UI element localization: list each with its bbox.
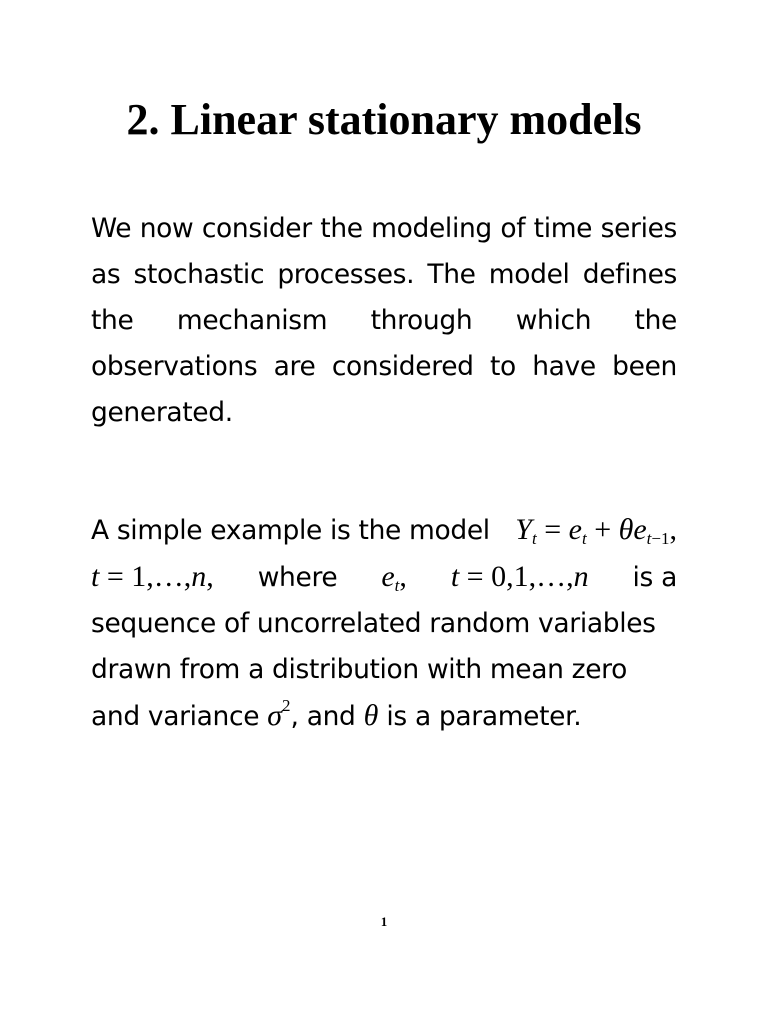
paragraph-intro: We now consider the modeling of time series as stochastic processes. The model defines the mechanism through which the observations are considered to have been generated. [91,213,677,428]
model-equation: $Y_t = e_t + \theta e_{t-1}$, [515,513,677,548]
error-index-range: t = 0,1,…,n [450,560,589,593]
is-a-text: is a [632,562,677,593]
example-line-5 [91,693,677,740]
paragraph-example [91,507,677,740]
index-range: t = 1,…,n, [91,560,214,593]
example-line-1 [91,507,677,554]
example-line-3: sequence of uncorrelated random variables [91,608,656,639]
error-term: $e_t$, [381,560,407,595]
example-intro-text: A simple example is the model [91,515,490,546]
page-title: 2. Linear stationary models [126,95,642,144]
example-line-4: drawn from a distribution with mean zero [91,654,628,685]
variance-symbol: $\sigma^2$ [267,696,291,732]
example-line-2 [91,554,677,601]
and-text: , and [290,701,356,732]
parameter-tail-text: is a parameter. [386,701,582,732]
and-variance-text: and variance [91,701,260,732]
page-number: 1 [380,914,388,929]
where-text: where [257,562,338,593]
parameter-symbol: θ [363,699,379,732]
